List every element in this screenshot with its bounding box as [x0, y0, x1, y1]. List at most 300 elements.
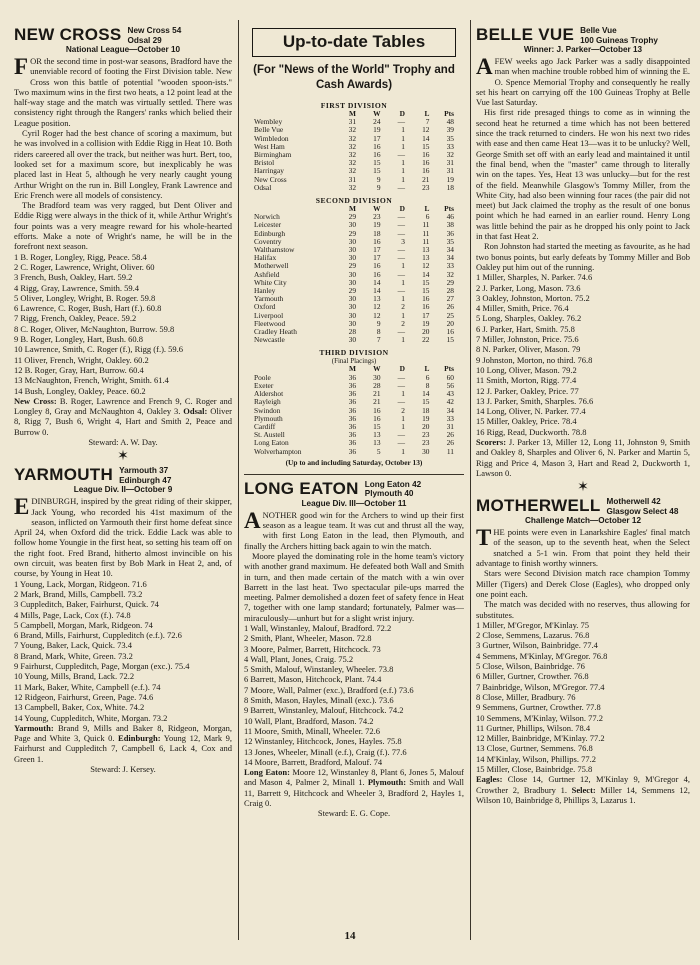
- motherwell-article: [476, 497, 690, 805]
- stat-cell: —: [397, 430, 405, 440]
- paragraph-text: NOTHER good win for the Archers to wind up their first season as a league team. It was cut and thrust all the way, with first Long Eaton in the lead, then Plymouth, and finally the Archers hitting back again to win the match.: [244, 509, 464, 551]
- stat-cell: 30: [348, 310, 357, 320]
- score-block: [607, 497, 679, 516]
- stat-cell: 18: [446, 182, 454, 192]
- stat-cell: 16: [422, 302, 430, 312]
- article-title: YARMOUTH: [14, 465, 114, 485]
- score-line: Long Eaton 42: [364, 479, 422, 489]
- table-column-header: Pts: [444, 204, 454, 214]
- stat-cell: 1: [401, 125, 405, 135]
- table-column-header: D: [399, 364, 405, 374]
- stat-cell: 12: [422, 261, 430, 271]
- stat-cell: 14: [422, 269, 430, 279]
- stat-cell: 32: [348, 133, 357, 143]
- heat-result: 1 Wall, Winstanley, Malouf, Bradford. 72.2: [244, 622, 392, 633]
- stat-cell: —: [397, 286, 405, 296]
- stat-cell: 46: [446, 212, 454, 222]
- stat-cell: 56: [446, 380, 454, 390]
- stat-cell: 9: [376, 174, 381, 184]
- article-title: MOTHERWELL: [476, 496, 601, 516]
- stat-cell: 17: [373, 253, 381, 263]
- team-name-cell: Leicester: [254, 220, 282, 230]
- article-title: NEW CROSS: [14, 25, 122, 44]
- table-column-header: W: [373, 364, 381, 374]
- stat-cell: 16: [373, 141, 381, 151]
- stat-cell: 26: [446, 430, 454, 440]
- long-eaton-article: [244, 480, 464, 819]
- heat-result: 11 Gurtner, Phillips, Wilson. 78.4: [476, 722, 591, 733]
- stat-cell: —: [397, 327, 405, 337]
- table-column-header: L: [424, 364, 430, 374]
- league-line: Challenge Match—October 12: [524, 516, 642, 526]
- score-block: [119, 466, 171, 485]
- score-line: Odsal 29: [127, 35, 162, 45]
- stat-cell: 15: [373, 166, 381, 176]
- team-name-cell: Swindon: [254, 405, 281, 415]
- team-name-cell: Wolverhampton: [254, 446, 302, 456]
- stat-cell: 33: [446, 141, 454, 151]
- heat-result: 4 Wall, Plant, Jones, Craig. 75.2: [244, 653, 354, 664]
- league-line: League Div. II—October 9: [73, 485, 173, 495]
- league-tables: [244, 28, 464, 467]
- stat-cell: 15: [422, 141, 430, 151]
- stat-cell: 20: [446, 318, 454, 328]
- belle-vue-article: [476, 26, 690, 478]
- article-paragraph: [14, 496, 232, 578]
- stat-cell: 14: [422, 389, 430, 399]
- article-title: BELLE VUE: [476, 25, 575, 44]
- stat-cell: 15: [422, 397, 430, 407]
- stat-cell: 43: [446, 389, 454, 399]
- heat-result: 1 Young, Lack, Morgan, Ridgeon. 71.6: [14, 578, 147, 589]
- division-tables: [244, 101, 464, 456]
- stat-cell: 1: [401, 141, 405, 151]
- table-row: [254, 448, 454, 456]
- stat-cell: —: [397, 150, 405, 160]
- heat-result: 12 B. Roger, Gray, Hart, Burrow. 60.4: [14, 364, 144, 375]
- team-name-cell: Belle Vue: [254, 125, 284, 135]
- heat-result: 8 Brand, Mark, White, Green. 73.2: [14, 650, 133, 661]
- stat-cell: 34: [446, 245, 454, 255]
- stat-cell: 36: [348, 413, 357, 423]
- stat-cell: 1: [401, 310, 405, 320]
- team-name-cell: St. Austell: [254, 430, 285, 440]
- team-name-cell: Fleetwood: [254, 318, 286, 328]
- stat-cell: 30: [348, 294, 357, 304]
- team-name-cell: Exeter: [254, 380, 274, 390]
- heat-result: 10 Young, Mills, Brand, Lack. 72.2: [14, 671, 135, 682]
- stat-cell: 34: [446, 405, 454, 415]
- heat-result: 2 Close, Semmens, Lazarus. 76.8: [476, 630, 590, 641]
- heat-results: [14, 579, 232, 723]
- stat-cell: 31: [446, 166, 454, 176]
- stat-cell: 60: [446, 372, 454, 382]
- team-name-cell: Edinburgh: [254, 228, 286, 238]
- team-name-cell: Odsal: [254, 182, 272, 192]
- stat-cell: 33: [446, 261, 454, 271]
- stat-cell: 32: [348, 182, 357, 192]
- stat-cell: 16: [446, 327, 454, 337]
- heat-result: 5 Close, Wilson, Bainbridge. 76: [476, 661, 585, 672]
- stat-cell: 15: [422, 277, 430, 287]
- heat-result: 11 Moore, Smith, Minall, Wheeler. 72.6: [244, 725, 380, 736]
- heat-result: 8 C. Roger, Oliver, McNaughton, Burrow. 59.8: [14, 323, 175, 334]
- article-paragraph: Ron Johnston had started the meeting as favourite, as he had two bonus points, but early defeats by Tommy Miller and Bob Oakley put him out of the running.: [476, 241, 690, 272]
- stat-cell: 11: [422, 228, 430, 238]
- stat-cell: 32: [348, 158, 357, 168]
- stat-cell: —: [397, 372, 405, 382]
- article-header: [244, 480, 464, 499]
- stat-cell: 23: [422, 438, 430, 448]
- stat-cell: 7: [425, 117, 430, 127]
- heat-result: 7 Bainbridge, Wilson, M'Gregor. 77.4: [476, 681, 605, 692]
- heat-results: [476, 620, 690, 774]
- steward-line: Steward: E. G. Cope.: [317, 808, 391, 819]
- division-heading: SECOND DIVISION: [315, 196, 393, 206]
- score-block: [580, 26, 658, 45]
- article-header: [476, 497, 690, 516]
- stat-cell: 2: [401, 405, 405, 415]
- stat-cell: 13: [373, 294, 381, 304]
- column-right: [476, 24, 690, 954]
- stat-cell: 16: [373, 150, 381, 160]
- stat-cell: 35: [446, 236, 454, 246]
- heat-result: 2 Mark, Brand, Mills, Campbell. 73.2: [14, 588, 143, 599]
- stat-cell: —: [397, 253, 405, 263]
- stat-cell: 16: [373, 413, 381, 423]
- stat-cell: 28: [446, 286, 454, 296]
- stat-cell: 38: [446, 220, 454, 230]
- heat-result: 5 Campbell, Morgan, Mark, Ridgeon. 74: [14, 619, 153, 630]
- yarmouth-article: [14, 466, 232, 774]
- stat-cell: 48: [446, 117, 454, 127]
- stat-cell: 11: [422, 236, 430, 246]
- stat-cell: 30: [348, 269, 357, 279]
- article-paragraph: [14, 56, 232, 128]
- stat-cell: 31: [348, 174, 357, 184]
- heat-result: 12 Winstanley, Hitchcock, Jones, Hayles. 75.8: [244, 736, 402, 747]
- score-line: Yarmouth 37: [119, 466, 169, 476]
- stat-cell: 15: [373, 421, 381, 431]
- table-column-header: L: [424, 109, 430, 118]
- stat-cell: 30: [348, 277, 357, 287]
- heat-result: 4 Rigg, Gray, Lawrence, Smith. 59.4: [14, 282, 140, 293]
- stat-cell: 30: [348, 335, 357, 345]
- stat-cell: 18: [373, 228, 381, 238]
- stat-cell: 19: [446, 174, 454, 184]
- stat-cell: 19: [422, 413, 430, 423]
- stat-cell: —: [397, 380, 405, 390]
- stat-cell: —: [397, 228, 405, 238]
- stat-cell: 36: [348, 421, 357, 431]
- heat-result: 12 Ridgeon, Fairhurst, Green, Page. 74.6: [14, 691, 154, 702]
- stat-cell: 1: [401, 158, 405, 168]
- heat-result: 7 Young, Baker, Lack, Quick. 73.4: [14, 640, 132, 651]
- score-line: New Cross 54: [127, 26, 182, 35]
- stat-cell: 32: [446, 269, 454, 279]
- heat-result: 3 Gurtner, Wilson, Bainbridge. 77.4: [476, 640, 598, 651]
- heat-result: 9 Johnston, Morton, no third. 76.8: [476, 354, 593, 365]
- stat-cell: 19: [422, 318, 430, 328]
- stat-cell: 23: [422, 182, 430, 192]
- table-column-header: Pts: [444, 364, 454, 374]
- team-name-cell: Hanley: [254, 286, 276, 296]
- tables-footnote: (Up to and including Saturday, October 13): [285, 457, 423, 467]
- stat-cell: 15: [422, 286, 430, 296]
- table-column-header: W: [373, 109, 381, 118]
- stat-cell: 9: [376, 182, 381, 192]
- team-name-cell: Newcastle: [254, 335, 285, 345]
- stat-cell: —: [397, 220, 405, 230]
- team-name-cell: Halifax: [254, 253, 277, 263]
- stat-cell: 30: [348, 245, 357, 255]
- stat-cell: 31: [446, 421, 454, 431]
- team-name-cell: Ashfield: [254, 269, 280, 279]
- stat-cell: 15: [446, 335, 454, 345]
- stat-cell: 24: [373, 117, 381, 127]
- stat-cell: 30: [348, 220, 357, 230]
- heat-result: 12 J. Parker, Oakley, Price. 77: [476, 385, 579, 396]
- heat-result: 13 McNaughton, French, Wright, Smith. 61.4: [14, 375, 169, 386]
- star-separator-icon: ✶: [117, 449, 129, 465]
- team-name-cell: Cardiff: [254, 421, 276, 431]
- score-line: Glasgow Select 48: [606, 506, 679, 516]
- stat-cell: 6: [425, 372, 430, 382]
- article-paragraph: His first ride presaged things to come as in winning the second heat he returned a time which has not been bettered since the track returned to cinders. He won his next two rides with ease and then came Heat 13—was it to be unlucky? Well, George Smith set off with an early lead and maintained it until the final bend, when the "master" came through to literally win on the tapes. Yes, Heat 13 was unlucky—but for the rest of the field. Meanwhile Glasgow's Tommy Miller, from the White City, had also been winning four races (the pair did not meet) but Jack claimed the trophy as the result of one bonus point which he had earned in an earlier round. Henry Long was little behind the pair as he dropped his only point to Jack in that fast Heat 2.: [476, 107, 690, 242]
- heat-result: 1 B. Roger, Longley, Rigg, Peace. 58.4: [14, 251, 147, 262]
- stat-cell: 36: [348, 389, 357, 399]
- article-title: LONG EATON: [244, 478, 359, 498]
- heat-result: 16 Rigg, Read, Duckworth. 78.8: [476, 426, 587, 437]
- team-name-cell: Rayleigh: [254, 397, 281, 407]
- team-scores: Long Eaton: Moore 12, Winstanley 8, Plant 6, Jones 5, Malouf and Mason 4, Palmer 2, Minall 1. Plymouth: Smith and Wall 11, Barrett 9, Hitchcock and Wheeler 3, Bradford 2, Hayles 1, Craig 0.: [244, 767, 464, 809]
- stat-cell: 21: [373, 389, 381, 399]
- stat-cell: 35: [446, 133, 454, 143]
- paragraph-text: DINBURGH, inspired by the great riding of their skipper, Jack Young, who recorded his 41st maximum of the season, inflicted on Yarmouth their first home defeat since April 24, when Oxford did the trick. Eddie Lack was able to follow home Youngie in the first heat, so setting his team off on the right foot. Fred Brand, hitherto almost invincible on his own circuit, was beaten first by Bob Mark in Heat 2, and, of course, by Young in Heat 10.: [14, 496, 232, 579]
- stat-cell: 20: [422, 421, 430, 431]
- heat-result: 8 N. Parker, Oliver, Mason. 79: [476, 344, 581, 355]
- heat-result: 3 Moore, Palmer, Barrett, Hitchcock. 73: [244, 643, 381, 654]
- stat-cell: —: [397, 182, 405, 192]
- team-name-cell: Birmingham: [254, 150, 292, 160]
- heat-result: 6 Brand, Mills, Fairhurst, Cuppleditch (e.f.). 72.6: [14, 630, 182, 641]
- heat-result: 10 Long, Oliver, Mason. 79.2: [476, 364, 577, 375]
- stat-cell: 36: [348, 438, 357, 448]
- score-line: Motherwell 42: [606, 497, 661, 507]
- heat-result: 5 Oliver, Longley, Wright, B. Roger. 59.8: [14, 292, 156, 303]
- stat-cell: 12: [422, 125, 430, 135]
- team-name-cell: Coventry: [254, 236, 282, 246]
- drop-cap: A: [244, 507, 261, 533]
- heat-result: 8 Smith, Mason, Hayles, Minall (exc.). 73.6: [244, 695, 394, 706]
- stat-cell: —: [397, 117, 405, 127]
- stat-cell: 32: [446, 150, 454, 160]
- heat-result: 1 Miller, M'Gregor, M'Kinlay. 75: [476, 619, 590, 630]
- heat-result: 9 Semmens, Gurtner, Crowther. 77.8: [476, 702, 601, 713]
- stat-cell: 1: [401, 389, 405, 399]
- heat-result: 13 Campbell, Baker, Cox, White. 74.2: [14, 702, 145, 713]
- stat-cell: 1: [401, 261, 405, 271]
- paragraph-text: HE points were even in Lanarkshire Eagles' final match of the season, up to the seventh heat, when the Select snatched a 5-1 win. From that point they held their advantage to finish worthy winners.: [476, 527, 690, 569]
- stat-cell: 30: [348, 253, 357, 263]
- team-name-cell: Yarmouth: [254, 294, 284, 304]
- stat-cell: 1: [401, 174, 405, 184]
- stat-cell: 17: [373, 133, 381, 143]
- team-name-cell: Poole: [254, 372, 271, 382]
- division-heading: FIRST DIVISION: [320, 101, 388, 110]
- heat-result: 3 French, Bush, Oakley, Hart. 59.2: [14, 272, 133, 283]
- article-header: [14, 26, 232, 45]
- stat-cell: 16: [422, 294, 430, 304]
- stat-cell: 30: [348, 318, 357, 328]
- stat-cell: 26: [446, 302, 454, 312]
- stat-cell: 16: [422, 166, 430, 176]
- heat-result: 14 Long, Oliver, N. Parker. 77.4: [476, 406, 586, 417]
- drop-cap: T: [476, 525, 492, 551]
- team-scores: New Cross: B. Roger, Lawrence and French 9, C. Roger and Longley 8, Gray and McNaughton 4, Oakley 3. Odsal: Oliver 8, Rigg 7, Bush 6, Wright 4, Hart and Smith 2, Peace and Burrow 0.: [14, 395, 232, 437]
- heat-result: 5 Long, Sharples, Oakley. 76.2: [476, 313, 582, 324]
- stat-cell: 12: [373, 310, 381, 320]
- heat-result: 4 Mills, Page, Lack, Cox (f.). 74.8: [14, 609, 131, 620]
- stat-cell: 1: [401, 446, 405, 456]
- score-line: Belle Vue: [580, 26, 617, 35]
- article-paragraph: [476, 56, 690, 107]
- team-name-cell: Liverpool: [254, 310, 284, 320]
- heat-result: 2 C. Roger, Lawrence, Wright, Oliver. 60: [14, 261, 155, 272]
- article-paragraph: Cyril Roger had the best chance of scoring a maximum, but he was involved in a collision with Eddie Rigg in Heat 10. Both riders careered all over the track, but neither was hurt. Bert, too, looked set for a maximum score, but inexplicably he was placed last in Heat 5, although he very nearly caught young Arthur Wright on the run in. Bill Longley, Frank Lawrence and Eric French were all models of consistency.: [14, 128, 232, 200]
- stat-cell: 30: [373, 372, 381, 382]
- team-name-cell: Harringay: [254, 166, 284, 176]
- article-paragraph: The Bradford team was very ragged, but Dent Oliver and Eddie Rigg were always in the thick of it, while Arthur Wright's four points was a very meagre reward for his whole-hearted efforts. Make a note of Wright's name, he will be in the forefront next season.: [14, 200, 232, 252]
- stat-cell: 36: [348, 405, 357, 415]
- heat-results: [14, 252, 232, 396]
- stat-cell: 32: [348, 125, 357, 135]
- stat-cell: 18: [422, 405, 430, 415]
- stat-cell: 7: [376, 335, 381, 345]
- heat-result: 13 J. Parker, Smith, Sharples. 76.6: [476, 395, 594, 406]
- drop-cap: E: [14, 494, 30, 520]
- stat-cell: 42: [446, 397, 454, 407]
- stat-cell: 32: [348, 150, 357, 160]
- stat-cell: 11: [422, 220, 430, 230]
- league-table: [254, 110, 454, 192]
- division-heading: THIRD DIVISION: [319, 348, 389, 358]
- heat-result: 9 Fairhurst, Cuppleditch, Page, Morgan (exc.). 75.4: [14, 661, 190, 672]
- heat-results: [476, 272, 690, 437]
- stat-cell: 29: [348, 228, 357, 238]
- stat-cell: 28: [348, 327, 357, 337]
- stat-cell: 9: [376, 318, 381, 328]
- table-column-header: W: [373, 204, 381, 214]
- column-middle: [244, 24, 464, 942]
- heat-result: 3 Oakley, Johnston, Morton. 75.2: [476, 292, 590, 303]
- stat-cell: 31: [446, 158, 454, 168]
- stat-cell: —: [397, 212, 405, 222]
- stat-cell: 1: [401, 133, 405, 143]
- stat-cell: 21: [422, 174, 430, 184]
- stat-cell: 32: [348, 166, 357, 176]
- team-name-cell: New Cross: [254, 174, 287, 184]
- heat-result: 15 Miller, Oakley, Price. 78.4: [476, 416, 577, 427]
- team-name-cell: Motherwell: [254, 261, 289, 271]
- article-header: [476, 26, 690, 45]
- team-name-cell: Oxford: [254, 302, 276, 312]
- heat-result: 7 Moore, Wall, Palmer (exc.), Bradford (e.f.) 73.6: [244, 684, 414, 695]
- table-column-header: M: [349, 204, 357, 214]
- stat-cell: 13: [422, 245, 430, 255]
- heat-result: 7 Rigg, French, Oakley, Peace. 59.2: [14, 313, 137, 324]
- stat-cell: 31: [348, 117, 357, 127]
- heat-result: 11 Oliver, French, Wright, Oakley. 60.2: [14, 354, 149, 365]
- stat-cell: 16: [373, 269, 381, 279]
- heat-result: 6 Miller, Gurtner, Crowther. 76.8: [476, 671, 589, 682]
- star-separator-icon: ✶: [577, 480, 589, 496]
- heat-result: 13 Close, Gurtner, Semmens. 76.8: [476, 743, 593, 754]
- stat-cell: 15: [373, 158, 381, 168]
- stat-cell: 6: [425, 212, 430, 222]
- section-divider: [244, 474, 464, 475]
- paragraph-text: FEW weeks ago Jack Parker was a sadly disappointed man when machine trouble robbed him of winning the E. O. Spence Memorial Trophy and consequently he really set his heart on carrying off the 100 Guineas Trophy at Belle Vue last Saturday.: [476, 56, 690, 108]
- team-name-cell: Bristol: [254, 158, 275, 168]
- heat-result: 11 Mark, Baker, White, Campbell (e.f.). 74: [14, 681, 161, 692]
- score-line: 100 Guineas Trophy: [580, 35, 658, 45]
- stat-cell: 13: [373, 430, 381, 440]
- heat-result: 10 Wall, Plant, Bradford, Mason. 74.2: [244, 715, 374, 726]
- team-scores: Scorers: J. Parker 13, Miller 12, Long 11, Johnston 9, Smith and Oakley 8, Sharples and Oliver 6, N. Parker and Martin 5, Rigg and Price 4, Mason 3, Hart and Read 2, Duckworth 1, Lawson 0.: [476, 436, 690, 478]
- score-line: Edinburgh 47: [119, 475, 172, 485]
- stat-cell: 1: [401, 335, 405, 345]
- stat-cell: 8: [425, 380, 430, 390]
- column-rule: [470, 20, 471, 940]
- league-table: [254, 365, 454, 455]
- drop-cap: A: [476, 54, 493, 79]
- stat-cell: 17: [373, 245, 381, 255]
- stat-cell: 32: [348, 141, 357, 151]
- heat-result: 4 Semmens, M'Kinlay, M'Gregor. 76.8: [476, 650, 608, 661]
- league-line: National League—October 10: [65, 45, 181, 54]
- heat-result: 14 Moore, Barrett, Bradford, Malouf. 74: [244, 756, 383, 767]
- team-name-cell: Norwich: [254, 212, 280, 222]
- score-block: [365, 480, 421, 499]
- league-line: League Div. III—October 11: [301, 498, 407, 508]
- stat-cell: 36: [348, 372, 357, 382]
- page-number: 14: [344, 930, 356, 942]
- stat-cell: 1: [401, 277, 405, 287]
- stat-cell: 29: [348, 212, 357, 222]
- team-name-cell: Plymouth: [254, 413, 283, 423]
- stat-cell: 12: [373, 302, 381, 312]
- tables-title: Up-to-date Tables: [252, 28, 456, 57]
- stat-cell: 3: [401, 236, 405, 246]
- stat-cell: 1: [401, 421, 405, 431]
- heat-result: 12 Miller, Bainbridge, M'Kinlay. 77.2: [476, 733, 605, 744]
- heat-result: 15 Miller, Close, Bainbridge. 75.8: [476, 764, 593, 774]
- stat-cell: 5: [376, 446, 381, 456]
- stat-cell: 13: [373, 438, 381, 448]
- table-column-header: Pts: [444, 109, 454, 118]
- team-name-cell: White City: [254, 277, 287, 287]
- score-block: [128, 26, 182, 45]
- heat-result: 7 Miller, Johnston, Price. 75.6: [476, 334, 579, 345]
- table-row: [254, 336, 454, 344]
- table-column-header: M: [349, 109, 357, 118]
- stat-cell: 16: [373, 261, 381, 271]
- stat-cell: 36: [348, 397, 357, 407]
- stat-cell: 1: [401, 294, 405, 304]
- stat-cell: 16: [422, 158, 430, 168]
- heat-result: 11 Smith, Morton, Rigg. 77.4: [476, 375, 577, 386]
- stat-cell: —: [397, 245, 405, 255]
